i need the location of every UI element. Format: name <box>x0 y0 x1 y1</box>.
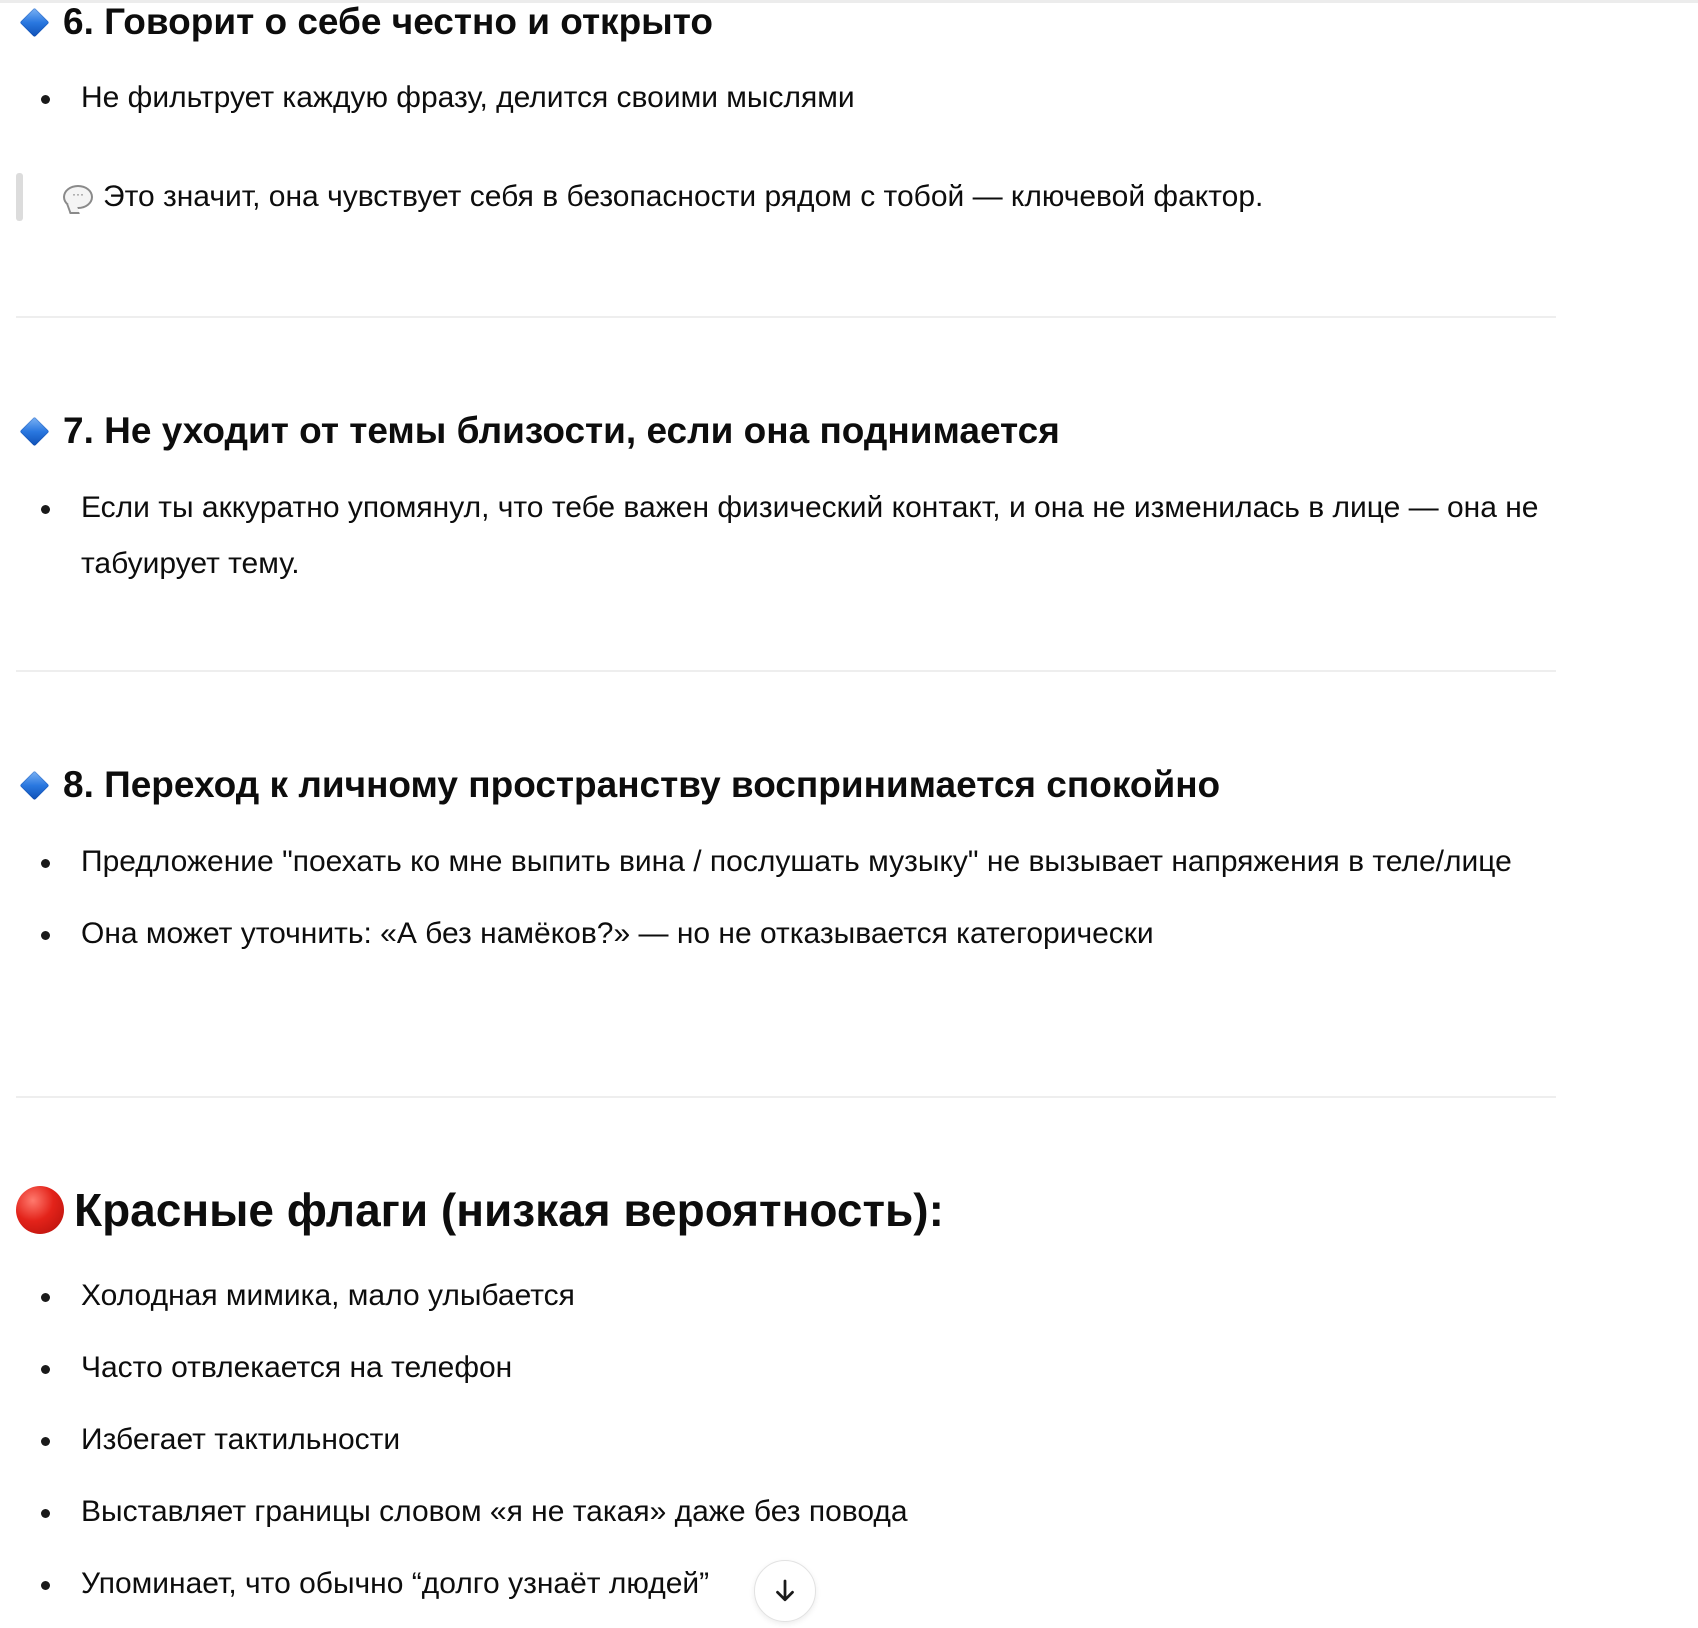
red-flags-title: Красные флаги (низкая вероятность): <box>74 1184 944 1236</box>
list-item: Упоминает, что обычно “долго узнаёт людей” <box>16 1556 1556 1612</box>
list-item: Предложение "поехать ко мне выпить вина / послушать музыку" не вызывает напряжения в теле/лице <box>16 834 1556 890</box>
section-divider <box>16 1096 1556 1098</box>
blue-diamond-icon <box>20 7 50 37</box>
blockquote-bar <box>16 173 23 221</box>
section-8-title: 8. Переход к личному пространству воспринимается спокойно <box>63 764 1221 805</box>
list-item: Она может уточнить: «А без намёков?» — но не отказывается категорически <box>16 906 1556 962</box>
blue-diamond-icon <box>20 416 50 446</box>
blockquote-text <box>63 173 1263 221</box>
list-item: Избегает тактильности <box>16 1412 1556 1468</box>
section-8-heading <box>16 763 1220 807</box>
list-item: Не фильтрует каждую фразу, делится своими мыслями <box>16 70 1556 126</box>
section-8-list <box>16 834 1556 978</box>
section-divider <box>16 670 1556 672</box>
scroll-to-bottom-button[interactable] <box>754 1560 816 1622</box>
blue-diamond-icon <box>20 770 50 800</box>
section-6-blockquote <box>16 173 1556 229</box>
arrow-down-icon <box>770 1576 800 1606</box>
section-7-title: 7. Не уходит от темы близости, если она поднимается <box>63 410 1060 451</box>
list-item: Выставляет границы словом «я не такая» даже без повода <box>16 1484 1556 1540</box>
list-item: Часто отвлекается на телефон <box>16 1340 1556 1396</box>
red-flags-heading <box>16 1182 944 1238</box>
speech-balloon-icon: ··· <box>63 185 93 209</box>
list-item: Холодная мимика, мало улыбается <box>16 1268 1556 1324</box>
red-circle-icon <box>16 1186 64 1234</box>
section-divider <box>16 316 1556 318</box>
list-item: Если ты аккуратно упомянул, что тебе важен физический контакт, и она не изменилась в лице — она не табуирует тему. <box>16 480 1556 592</box>
section-6-list <box>16 70 1556 142</box>
blockquote-label: Это значит, она чувствует себя в безопасности рядом с тобой — ключевой фактор. <box>103 180 1264 213</box>
section-7-list <box>16 480 1556 608</box>
section-7-heading <box>16 409 1060 453</box>
section-6-title: 6. Говорит о себе честно и открыто <box>63 1 714 42</box>
section-6-heading <box>16 0 713 44</box>
